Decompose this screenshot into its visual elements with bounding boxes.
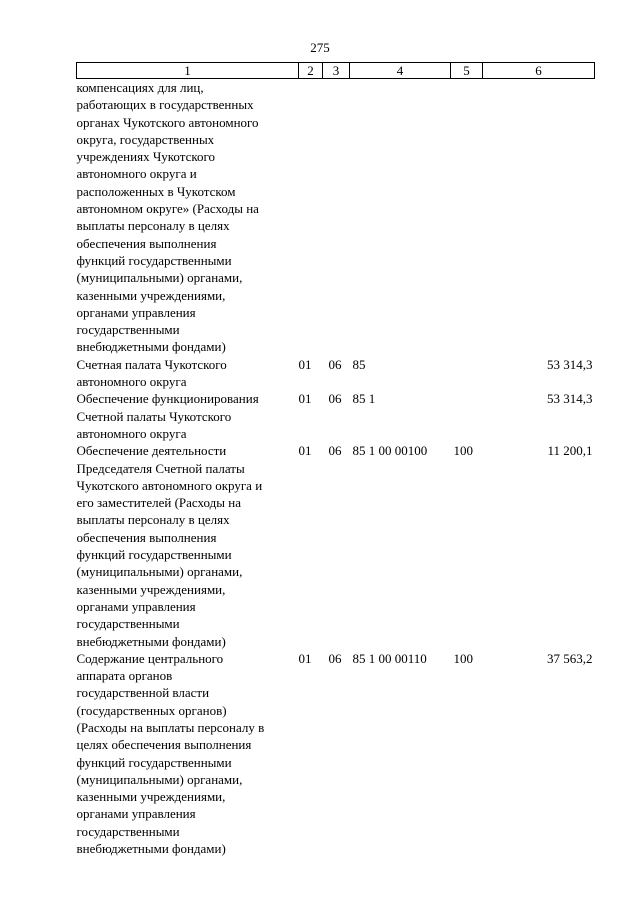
row-name-line: Счетной палаты Чукотского <box>76 408 232 424</box>
table-row <box>77 442 595 650</box>
row-name-line: государственными <box>76 322 180 338</box>
subsection-code <box>323 79 350 356</box>
row-name-line: компенсациях для лиц, <box>76 80 204 95</box>
section-code: 01 <box>298 650 312 666</box>
row-name-line: автономного округа <box>76 374 187 390</box>
expense-type-code <box>451 356 483 391</box>
row-name-line: государственными <box>76 823 180 839</box>
section-code <box>299 79 323 356</box>
column-header-5: 5 <box>451 63 483 79</box>
target-article-code: 85 1 <box>352 391 376 407</box>
table-row <box>77 650 595 858</box>
amount: 53 314,3 <box>547 356 593 372</box>
row-name-line: расположенных в Чукотском <box>76 183 236 199</box>
row-name-line: Обеспечение функционирования <box>76 391 259 407</box>
subsection-code: 06 <box>328 443 342 459</box>
row-name-line: функций государственными <box>76 252 232 268</box>
row-name-line: округа, государственных <box>76 131 215 147</box>
section-code: 01 <box>298 356 312 372</box>
row-name-line: обеспечения выполнения <box>76 235 217 251</box>
target-article-code: 85 1 00 00110 <box>352 650 427 666</box>
subsection-code: 06 <box>328 650 342 666</box>
row-name <box>77 356 299 391</box>
row-name-line: органами управления <box>76 806 196 822</box>
subsection-code: 06 <box>328 356 342 372</box>
row-name-line: обеспечения выполнения <box>76 529 217 545</box>
column-header-3: 3 <box>323 63 350 79</box>
amount: 53 314,3 <box>547 391 593 407</box>
row-name <box>77 390 299 442</box>
expense-type-code <box>451 79 483 356</box>
row-name-line: Чукотского автономного округа и <box>76 477 263 493</box>
row-name-line: внебюджетными фондами) <box>76 841 226 857</box>
row-name-line: Председателя Счетной палаты <box>76 460 245 476</box>
row-name-line: Содержание центрального <box>76 650 224 666</box>
row-name-line: выплаты персоналу в целях <box>76 512 230 528</box>
row-name-line: государственной власти <box>76 685 210 701</box>
section-code: 01 <box>298 443 312 459</box>
row-name-line: функций государственными <box>76 754 232 770</box>
header-row <box>77 63 595 79</box>
row-name-line: внебюджетными фондами) <box>76 633 226 649</box>
row-name-line: (муниципальными) органами, <box>76 564 243 580</box>
table-row <box>77 390 595 442</box>
row-name-line: работающих в государственных <box>76 97 254 113</box>
target-article-code <box>350 79 451 356</box>
target-article-code: 85 1 00 00100 <box>352 443 428 459</box>
column-header-4: 4 <box>350 63 451 79</box>
row-name-line: автономного округа и <box>76 166 197 182</box>
row-name-line: государственными <box>76 616 180 632</box>
expense-type-code <box>451 390 483 442</box>
row-name-line: органах Чукотского автономного <box>76 114 259 130</box>
target-article-code: 85 <box>352 356 366 372</box>
row-name-line: учреждениях Чукотского <box>76 149 216 165</box>
row-name-line: (муниципальными) органами, <box>76 771 243 787</box>
section-code: 01 <box>298 391 312 407</box>
subsection-code: 06 <box>328 391 342 407</box>
row-name <box>77 79 299 356</box>
row-name-line: Счетная палата Чукотского <box>76 356 227 372</box>
row-name-line: казенными учреждениями, <box>76 789 226 805</box>
row-name-line: автономного округа <box>76 425 187 441</box>
row-name-line: казенными учреждениями, <box>76 581 226 597</box>
amount: 11 200,1 <box>547 443 593 459</box>
expense-type-code: 100 <box>453 650 473 666</box>
row-name-line: органами управления <box>76 304 196 320</box>
table-body <box>77 79 595 858</box>
budget-table <box>76 62 595 857</box>
row-name-line: (муниципальными) органами, <box>76 270 243 286</box>
row-name <box>77 650 299 858</box>
row-name-line: выплаты персоналу в целях <box>76 218 230 234</box>
table-row <box>77 79 595 356</box>
row-name-line: (государственных органов) <box>76 702 227 718</box>
row-name-line: Обеспечение деятельности <box>76 443 227 459</box>
column-header-1: 1 <box>77 63 299 79</box>
row-name-line: внебюджетными фондами) <box>76 339 226 355</box>
row-name-line: аппарата органов <box>76 668 173 684</box>
column-header-6: 6 <box>483 63 595 79</box>
row-name-line: функций государственными <box>76 547 232 563</box>
row-name-line: казенными учреждениями, <box>76 287 226 303</box>
row-name-line: его заместителей (Расходы на <box>76 495 241 511</box>
page-number: 275 <box>310 40 330 55</box>
row-name-line: целях обеспечения выполнения <box>76 737 252 753</box>
amount <box>483 79 595 356</box>
table-row <box>77 356 595 391</box>
expense-type-code: 100 <box>453 443 473 459</box>
row-name <box>77 442 299 650</box>
row-name-line: автономном округе» (Расходы на <box>76 201 259 217</box>
amount: 37 563,2 <box>547 650 593 666</box>
row-name-line: органами управления <box>76 598 196 614</box>
row-name-line: (Расходы на выплаты персоналу в <box>76 719 265 735</box>
column-header-2: 2 <box>299 63 323 79</box>
